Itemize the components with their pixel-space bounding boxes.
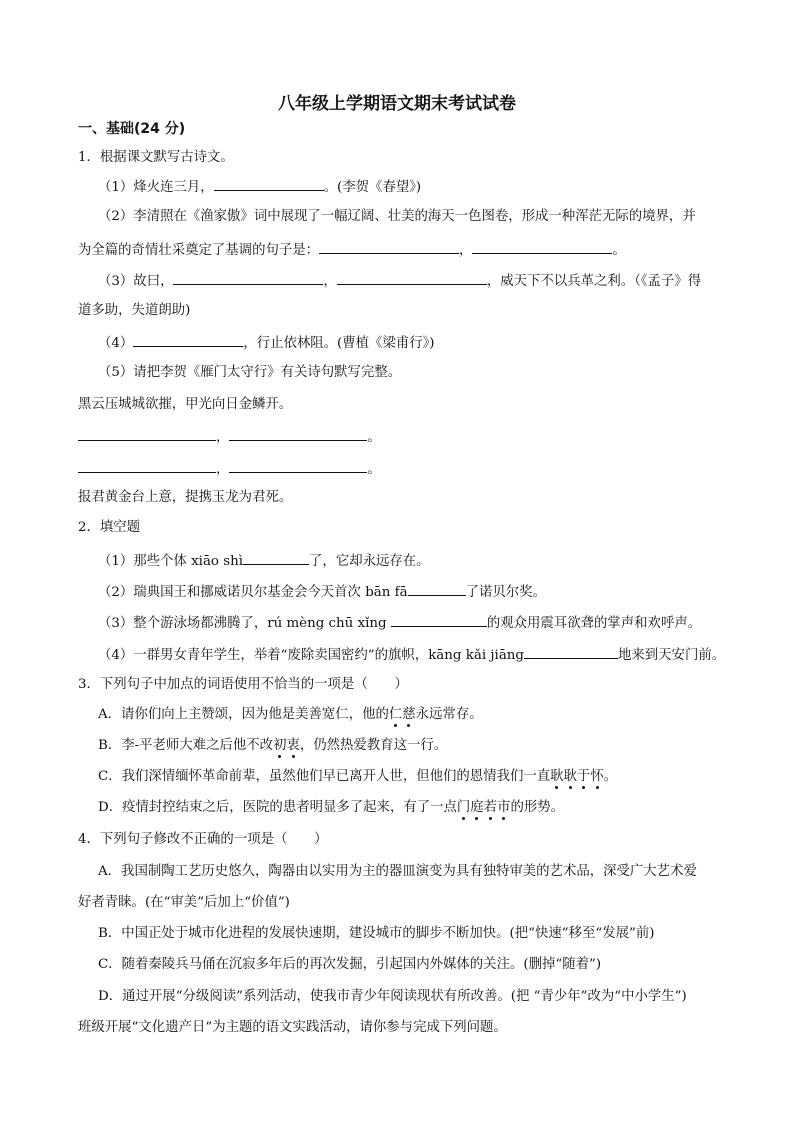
text: 地来到天安门前。 [618,648,726,663]
text: 。 [612,243,626,258]
dotted-char: 耿 [563,769,577,784]
text: ，行止依林阻。(曹植《梁甫行》) [243,336,435,351]
dotted-char: 耿 [550,769,564,784]
poem-line-1: 黑云压城城欲摧，甲光向日金鳞开。 [78,397,293,412]
dotted-char: 若 [483,800,498,815]
answer-blank[interactable] [524,645,618,659]
text: （3）故曰， [98,274,174,289]
question-4-option-c[interactable]: C．随着秦陵兵马俑在沉寂多年后的再次发掘，引起国内外媒体的关注。(删掉“随着”) [98,957,602,972]
text: （3）整个游泳场都沸腾了，rú mèng chū xǐng [98,616,387,631]
dotted-char: 市 [497,800,511,815]
question-1-part-1 [98,177,421,197]
answer-blank[interactable] [391,613,487,627]
text: ， [216,462,230,477]
poem-blank-line-2 [78,459,381,479]
answer-blank[interactable] [229,427,367,441]
text: A．请你们向上主赞颂，因为他是美善宽仁，他的 [98,707,389,722]
answer-blank[interactable] [173,271,323,285]
question-3-option-c[interactable] [98,768,617,786]
text: ，威天下不以兵革之利。（《孟子》得 [486,274,702,289]
text: 永远常存。 [415,707,483,722]
dotted-char: 于 [576,769,591,784]
answer-blank[interactable] [337,271,487,285]
dotted-char: 仁 [388,707,403,722]
text: ， [323,274,337,289]
text: ，仍然热爱教育这一行。 [299,738,448,753]
question-3-option-b[interactable] [98,737,447,755]
answer-blank[interactable] [408,582,466,596]
text: 。(李贺《春望》) [323,180,422,195]
question-1-part-4 [98,333,435,353]
answer-blank[interactable] [78,459,216,473]
question-2-part-1 [98,551,430,571]
question-4-option-a-line-2: 好者青睐。(在“审美”后加上“价值”) [78,895,290,910]
question-1-stem: 1．根据课文默写古诗文。 [78,150,234,165]
question-4-option-b[interactable]: B．中国正处于城市化进程的发展快速期，建设城市的脚步不断加快。(把“快速”移至“发展”前) [98,926,655,941]
answer-blank[interactable] [472,240,612,254]
question-4-option-d[interactable]: D．通过开展“分级阅读”系列活动，使我市青少年阅读现状有所改善。(把 “青少年”改为“中小学生”) [98,989,687,1004]
text: 的形势。 [510,800,565,815]
text: D．疫情封控结束之后，医院的患者明显多了起来，有了一点 [98,800,457,815]
question-2-part-2 [98,582,546,602]
answer-blank[interactable] [214,177,324,191]
dotted-char: 初 [273,738,287,753]
question-1-part-2-line-2 [78,240,626,260]
text: 。 [367,462,381,477]
question-2-part-3 [98,613,701,633]
dotted-char: 庭 [470,800,484,815]
text: （1）烽火连三月， [98,180,214,195]
question-1-part-3-line-1 [98,271,701,291]
page-title: 八年级上学期语文期末考试试卷 [278,94,516,114]
poem-blank-line-1 [78,427,381,447]
question-3-stem: 3．下列句子中加点的词语使用不恰当的一项是（ ） [78,677,408,692]
dotted-char: 门 [456,800,471,815]
text: （4） [98,336,134,351]
text: 了诺贝尔奖。 [465,585,546,600]
dotted-char: 慈 [402,707,416,722]
answer-blank[interactable] [78,427,216,441]
text: （2）瑞典国王和挪威诺贝尔基金会今天首次 bān fā [98,585,408,600]
answer-blank[interactable] [229,459,367,473]
question-1-part-3-line-2: 道多助，失道朗助) [78,303,191,318]
text: 。 [367,430,381,445]
answer-blank[interactable] [133,333,243,347]
question-5-intro: 班级开展“文化遗产日”为主题的语文实践活动，请你参与完成下列问题。 [78,1020,507,1035]
question-1-part-5: （5）请把李贺《雁门太守行》有关诗句默写完整。 [98,365,402,380]
text: 。 [603,769,618,784]
poem-line-last: 报君黄金台上意，提携玉龙为君死。 [78,490,293,505]
text: ， [216,430,230,445]
text: 了，它却永远存在。 [309,554,430,569]
dotted-char: 怀 [590,769,604,784]
dotted-char: 衷 [286,738,300,753]
answer-blank[interactable] [319,240,459,254]
question-2-stem: 2．填空题 [78,520,141,535]
text: C．我们深情缅怀革命前辈，虽然他们早已离开人世，但他们的恩情我们一直 [98,769,551,784]
question-1-part-2-line-1: （2）李清照在《渔家傲》词中展现了一幅辽阔、壮美的海天一色图卷，形成一种浑茫无际的境界，并 [98,209,696,224]
question-4-option-a-line-1[interactable]: A．我国制陶工艺历史悠久，陶器由以实用为主的器皿演变为具有独特审美的艺术品，深受广大艺术爱 [98,864,697,879]
text: B．李-平老师大难之后他不改 [98,738,274,753]
text: （1）那些个体 xiāo shì [98,554,244,569]
text: ， [459,243,473,258]
question-3-option-a[interactable] [98,706,483,724]
text: 的观众用震耳欲聋的掌声和欢呼声。 [486,616,702,631]
question-2-part-4 [98,645,725,665]
question-4-stem: 4．下列句子修改不正确的一项是（ ） [78,832,328,847]
answer-blank[interactable] [243,551,309,565]
text: 为全篇的奇情壮采奠定了基调的句子是： [78,243,320,258]
question-3-option-d[interactable] [98,799,564,817]
section-heading: 一、基础(24 分) [78,121,186,137]
text: （4）一群男女青年学生，举着“废除卖国密约”的旗帜，kāng kǎi jiāng [98,648,524,663]
